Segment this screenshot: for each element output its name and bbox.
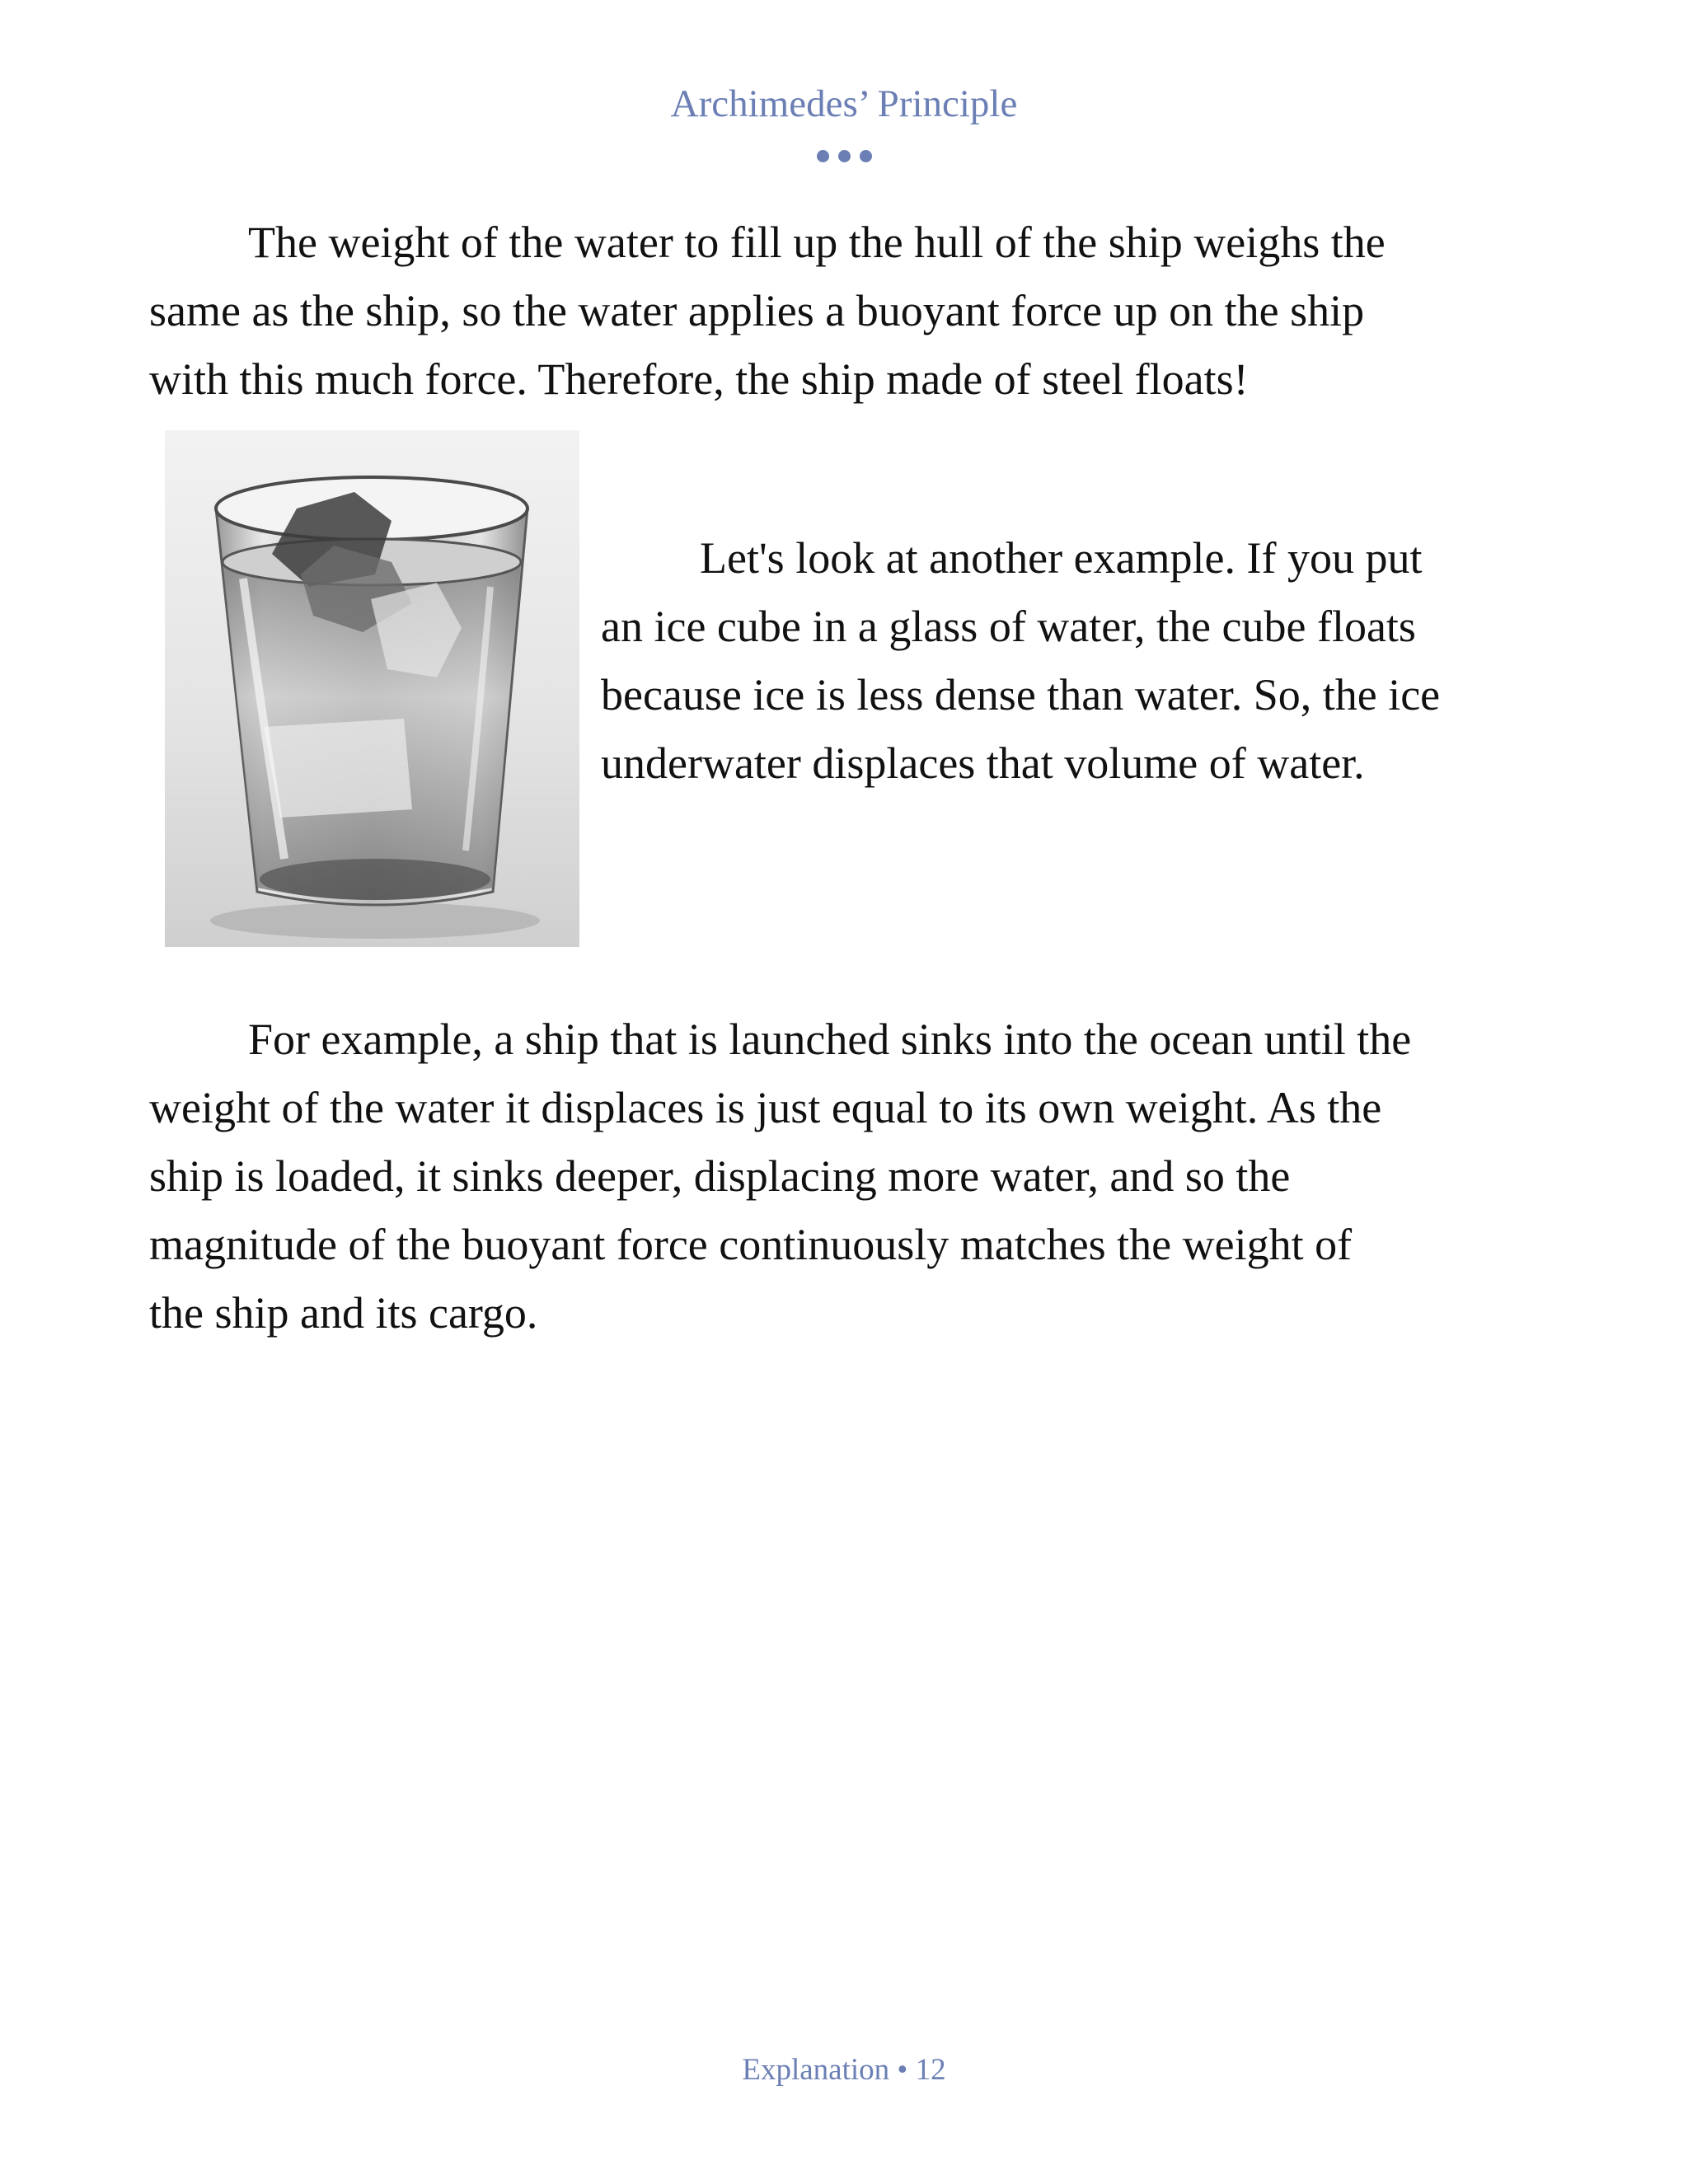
paragraph-line: because ice is less dense than water. So, the ice bbox=[601, 670, 1441, 719]
footer-section-label: Explanation bbox=[742, 2053, 890, 2087]
footer-separator: • bbox=[897, 2053, 908, 2087]
paragraph-line: Let's look at another example. If you put bbox=[700, 533, 1423, 583]
ice-water-glass-photo bbox=[165, 430, 579, 947]
page-footer bbox=[0, 2050, 1688, 2090]
paragraph-line: ship is loaded, it sinks deeper, displacing more water, and so the bbox=[149, 1151, 1291, 1201]
paragraph-line: an ice cube in a glass of water, the cube floats bbox=[601, 602, 1416, 651]
paragraph-line: magnitude of the buoyant force continuously matches the weight of bbox=[149, 1220, 1353, 1269]
paragraph-line: weight of the water it displaces is just equal to its own weight. As the bbox=[149, 1083, 1382, 1132]
header-ornament-dots bbox=[0, 150, 1688, 162]
paragraph-line: same as the ship, so the water applies a buoyant force up on the ship bbox=[149, 286, 1365, 335]
paragraph-line: For example, a ship that is launched sinks into the ocean until the bbox=[248, 1015, 1412, 1064]
ornament-dot bbox=[817, 150, 829, 162]
ornament-dot bbox=[838, 150, 851, 162]
page-number: 12 bbox=[915, 2053, 946, 2087]
paragraph-line: The weight of the water to fill up the hull of the ship weighs the bbox=[248, 218, 1386, 267]
running-header-title: Archimedes’ Principle bbox=[670, 82, 1018, 125]
paragraph-line: the ship and its cargo. bbox=[149, 1288, 538, 1338]
ornament-dot bbox=[860, 150, 872, 162]
paragraph-line: underwater displaces that volume of water. bbox=[601, 738, 1365, 788]
paragraph-ship-loading-example bbox=[149, 1005, 1550, 1347]
paragraph-line: with this much force. Therefore, the ship made of steel floats! bbox=[149, 354, 1249, 404]
paragraph-ice-cube-example bbox=[601, 524, 1549, 798]
paragraph-ship-floats bbox=[149, 209, 1550, 414]
